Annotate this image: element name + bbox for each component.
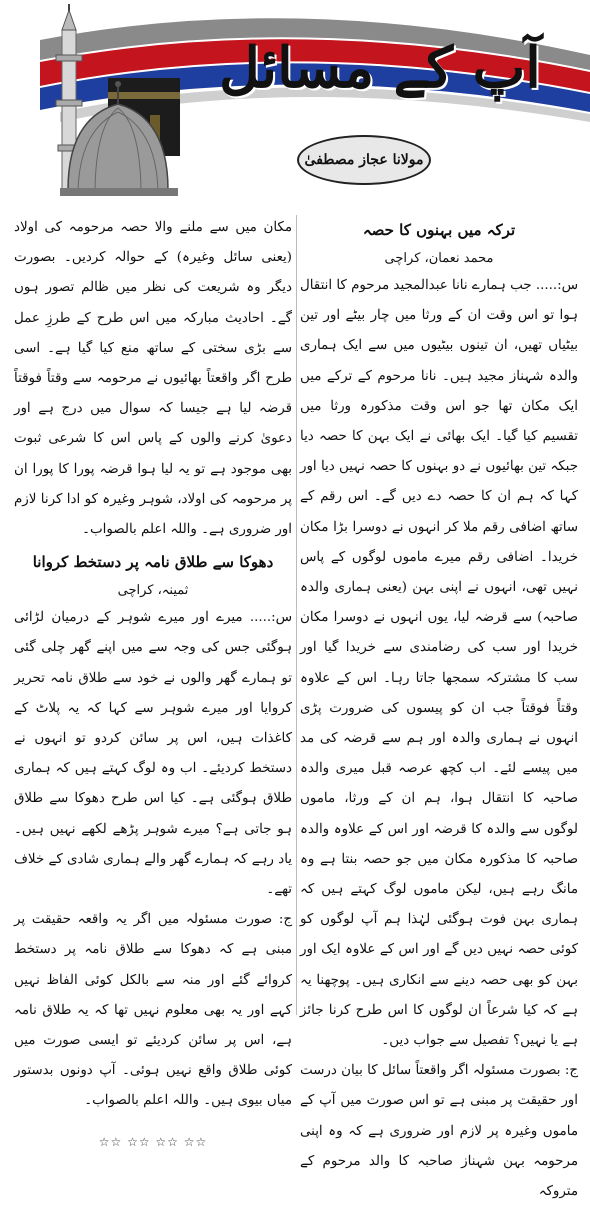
star-separator: ☆☆ ☆☆ ☆☆ ☆☆ [98, 1134, 208, 1149]
page-title: آپ کے مسائل [219, 35, 541, 101]
header-illustration [0, 0, 590, 205]
answer-continuation: مکان میں سے ملنے والا حصہ مرحومہ کی اولاد (یعنی سائل وغیرہ) کے حوالہ کردیں۔ بصورت دیگر وہ شریعت کی نظر میں ظالم تصور ہوں گے۔ احادیث مبارکہ میں اس طرح کے طرزِ عمل سے بڑی سختی کے ساتھ منع کیا گیا ہے۔ اسی طرح اگر واقعتاً بھائیوں نے مرحومہ سے وقتاً فوقتاً قرضہ لیا ہے جیسا کہ سوال میں درج ہے اور دعویٰ کرنے والوں کے پاس اس کا شرعی ثبوت بھی موجود ہے تو یہ لیا ہوا قرضہ پورا کا پورا ان پر مرحومہ کی اولاد، شوہر وغیرہ کو ادا کرنا لازم اور ضروری ہے۔ واللہ اعلم بالصواب۔ [14, 220, 292, 538]
article-heading: ترکہ میں بہنوں کا حصہ [362, 221, 516, 239]
author-name: مولانا عجاز مصطفیٰ [304, 152, 424, 168]
question-text: س:..... میرے اور میرے شوہر کے درمیان لڑائی ہوگئی جس کی وجہ سے میں اپنے گھر چلی گئی تو ہمارے گھر والوں نے خود سے طلاق نامہ تحریر کروایا اور میرے شوہر سے کہا کہ یہ پلاٹ کے کاغذات ہیں، اس پر سائن کردو تو انہوں نے دستخط کردیئے۔ اب وہ لوگ کہتے ہیں کہ ہماری طلاق ہوگئی ہے۔ کیا اس طرح دھوکا سے طلاق ہو جاتی ہے؟ میرے شوہر پڑھے لکھے نہیں ہیں۔ یاد رہے کہ ہمارے گھر والے ہماری شادی کے خلاف تھے۔ [14, 610, 292, 898]
article-byline: محمد نعمان، کراچی [384, 251, 494, 266]
answer-text: ج: صورت مسئولہ میں اگر یہ واقعہ حقیقت پر مبنی ہے کہ دھوکا سے طلاق نامہ پر دستخط کروائے گئے اور منہ سے بالکل کوئی الفاظ نہیں کہے اور یہ بھی معلوم نہیں تھا کہ یہ طلاق نامہ ہے، اس پر سائن کردیئے تو ایسی صورت میں کوئی طلاق واقع نہیں ہوئی۔ آپ دونوں بدستور میاں بیوی ہیں۔ واللہ اعلم بالصواب۔ [14, 912, 292, 1109]
column-divider [296, 215, 297, 1015]
author-badge [297, 135, 431, 185]
left-column [14, 213, 292, 1157]
answer-text: ج: بصورت مسئولہ اگر واقعتاً سائل کا بیان درست اور حقیقت پر مبنی ہے تو اس صورت میں آپ کے ماموں وغیرہ پر لازم اور ضروری ہے کہ وہ اپنی مرحومہ بہن شہناز صاحبہ کا والد مرحوم کے متروکہ [300, 1063, 578, 1200]
question-text: س:..... جب ہمارے نانا عبدالمجید مرحوم کا انتقال ہوا تو اس وقت ان کے ورثا میں چار بیٹے اور تین بیٹیاں تھیں، ان تینوں بیٹیوں میں سے ایک ہماری والدہ شہناز مجید ہیں۔ نانا مرحوم کے ترکے میں ایک مکان تھا جو اس وقت مذکورہ ورثا میں تقسیم کیا گیا۔ ایک بھائی نے ایک بہن کا حصہ دیا جبکہ تین بھائیوں نے دو بہنوں کا حصہ نہیں دیا اور کہا کہ ہم ان کا حصہ دے دیں گے۔ اس رقم کے ساتھ اضافی رقم ملا کر انہوں نے دوسرا بڑا مکان خریدا۔ اضافی رقم میرے ماموں لوگوں کے پاس نہیں تھی، انہوں نے اپنی بہن (یعنی ہماری والدہ صاحبہ) سے قرضہ لیا، یوں انہوں نے دوسرا مکان خریدا اور سب کی رضامندی سے خریدا گیا اور سب کا مشترکہ سمجھا جاتا رہا۔ اس کے علاوہ وقتاً فوقتاً جب ان کو پیسوں کی ضرورت پڑی انہوں نے ہماری والدہ اور ہم سے قرضہ کی مد میں پیسے لئے۔ اب کچھ عرصہ قبل میری والدہ صاحبہ کا انتقال ہوا، ہم ان کے ورثا، ماموں لوگوں سے والدہ کا قرضہ اور اس کے علاوہ والدہ صاحبہ کا مذکورہ مکان میں جو حصہ بنتا ہے وہ مانگ رہے ہیں، لیکن ماموں لوگ کہتے ہیں کہ ہماری بہن فوت ہوگئی لہٰذا ہم آپ لوگوں کو کوئی حصہ نہیں دیں گے اور اس کے علاوہ ایک اور بہن کو بھی حصہ دینے سے انکاری ہیں۔ پوچھنا یہ ہے کہ کیا شرعاً ان لوگوں کا اس طرح کرنا جائز ہے یا نہیں؟ تفصیل سے جواب دیں۔ [300, 278, 578, 1049]
article-byline: ثمینہ، کراچی [117, 583, 189, 599]
page-header [0, 0, 590, 205]
article-heading: دھوکا سے طلاق نامہ پر دستخط کروانا [32, 553, 274, 572]
right-column [300, 213, 578, 1207]
